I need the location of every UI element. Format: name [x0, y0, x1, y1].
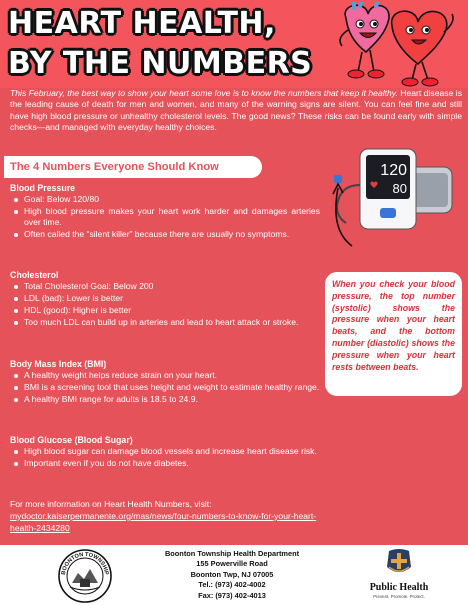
- list-item: Too much LDL can build up in arteries and lead to heart attack or stroke.: [10, 317, 320, 328]
- more-info: [10, 498, 320, 534]
- intro-paragraph: [10, 88, 462, 134]
- title-line-1: HEART HEALTH,: [8, 6, 276, 41]
- list-item: Often called the “silent killer” because there are usually no symptoms.: [10, 229, 320, 240]
- dept-name: Boonton Township Health Department: [164, 549, 300, 558]
- dept-address-1: 155 Powerville Road: [196, 559, 268, 569]
- blood-glucose-section: [10, 434, 320, 470]
- intro-body: Heart disease is the leading cause of death for men and women, and many of the warning signs are silent. You can feel fine and still have high blood pressure or unhealthy cholesterol levels. The good news? These risks can be found early with simple checks—and managed with everyday healthy choices.: [10, 88, 462, 133]
- township-seal-icon: [58, 549, 112, 603]
- footer: [0, 545, 468, 605]
- cholesterol-section: [10, 269, 320, 329]
- intro-lead: This February, the best way to show your heart some love is to know the numbers that keep it healthy.: [10, 88, 398, 98]
- bmi-section: [10, 358, 320, 406]
- seal-text: BOONTON TOWNSHIP: [60, 551, 110, 576]
- device-bottom-reading: 80: [392, 181, 407, 196]
- more-info-link[interactable]: mydoctor.kaiserpermanente.org/mas/news/four-numbers-to-know-for-your-heart-health-2434280: [10, 511, 317, 533]
- list-item: Total Cholesterol Goal: Below 200: [10, 281, 320, 292]
- ph-title: Public Health: [369, 582, 429, 593]
- health-department-info: [134, 549, 330, 601]
- list-item: High blood pressure makes your heart work harder and damages arteries over time.: [10, 206, 320, 229]
- title-line-2: BY THE NUMBERS: [8, 46, 313, 81]
- dept-address-2: Boonton Twp, NJ 07005: [190, 569, 274, 579]
- section-title-cholesterol: Cholesterol: [10, 270, 59, 280]
- section-title-bmi: Body Mass Index (BMI): [10, 359, 107, 369]
- device-top-reading: 120: [380, 162, 407, 179]
- list-item: High blood sugar can damage blood vessels and increase heart disease risk.: [10, 446, 320, 457]
- blood-pressure-section: [10, 182, 320, 241]
- public-health-logo-icon: [364, 547, 434, 603]
- numbers-heading: The 4 Numbers Everyone Should Know: [4, 156, 262, 178]
- ph-tagline: Prevent. Promote. Protect.: [373, 594, 425, 599]
- list-item: Goal: Below 120/80: [10, 194, 320, 205]
- list-item: HDL (good): Higher is better: [10, 305, 320, 316]
- more-info-text: For more information on Heart Health Numbers, visit:: [10, 499, 212, 509]
- cartoon-hearts-icon: [332, 2, 460, 88]
- list-item: A healthy weight helps reduce strain on your heart.: [10, 370, 320, 381]
- section-title-blood-glucose: Blood Glucose (Blood Sugar): [10, 435, 133, 445]
- list-item: Important even if you do not have diabetes.: [10, 458, 320, 469]
- systolic-diastolic-callout: When you check your blood pressure, the top number (systolic) shows the pressure when your heart beats, and the bottom number (diastolic) shows the pressure when your heart rests between beats.: [325, 272, 462, 396]
- dept-tel: Tel.: (973) 402-4002: [198, 580, 266, 590]
- curved-arrow-icon: [326, 180, 356, 250]
- section-title-blood-pressure: Blood Pressure: [10, 183, 76, 193]
- dept-fax: Fax: (973) 402-4013: [198, 590, 266, 600]
- list-item: BMI is a screening tool that uses height and weight to estimate healthy range.: [10, 382, 320, 393]
- header-banner: [0, 0, 468, 88]
- list-item: A healthy BMI range for adults is 18.5 to 24.9.: [10, 394, 320, 405]
- list-item: LDL (bad): Lower is better: [10, 293, 320, 304]
